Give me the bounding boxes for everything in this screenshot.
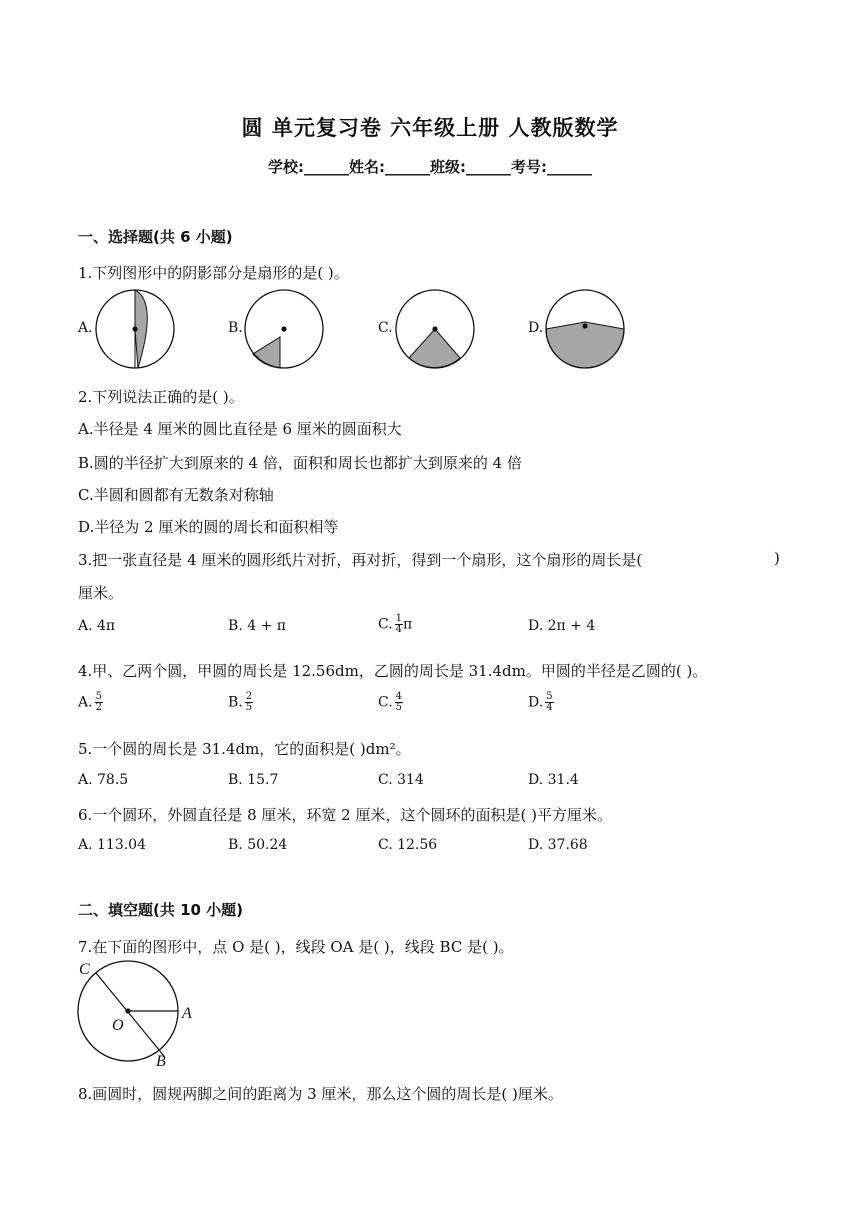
q2-option-d: D.半径为 2 厘米的圆的周长和面积相等 (78, 518, 339, 536)
q1-figure-d (544, 288, 626, 370)
q5-option-a: A. 78.5 (78, 772, 129, 788)
question-3-text-line2: 厘米。 (78, 584, 124, 602)
q4-option-a: A. $\frac{5}{2}$ (78, 691, 102, 713)
q4-option-d: D. $\frac{5}{4}$ (528, 691, 553, 713)
q4-option-b: B. $\frac{2}{5}$ (228, 691, 253, 713)
q6-option-d: D. 37.68 (528, 837, 588, 853)
q1-figure-a (94, 288, 176, 370)
q3-option-d: D. 2π + 4 (528, 618, 596, 634)
q7-label-c: C (79, 961, 90, 978)
q1-option-b-label: B. (228, 320, 243, 336)
q4-option-c: C. $\frac{4}{5}$ (378, 691, 403, 713)
q7-label-a: A (182, 1005, 192, 1022)
q3-option-b: B. 4 + π (228, 618, 286, 634)
q1-figure-c (394, 288, 476, 370)
question-2-text: 2.下列说法正确的是( )。 (78, 388, 244, 406)
page-title: 圆 单元复习卷 六年级上册 人教版数学 (241, 116, 619, 140)
q6-option-b: B. 50.24 (228, 837, 288, 853)
q7-label-o: O (112, 1017, 124, 1034)
q3-option-c: C. $\frac{1}{4}$ π (378, 613, 413, 635)
q1-option-a-label: A. (78, 320, 93, 336)
q7-circle-figure (76, 958, 206, 1068)
q2-option-b: B.圆的半径扩大到原来的 4 倍，面积和周长也都扩大到原来的 4 倍 (78, 454, 522, 472)
q7-label-b: B (156, 1053, 166, 1070)
student-info-line: 学校:______姓名:______班级:______考号:______ (268, 158, 592, 176)
section-2-heading: 二、填空题(共 10 小题) (78, 901, 244, 919)
q1-figure-b (243, 288, 325, 370)
q5-option-b: B. 15.7 (228, 772, 279, 788)
q2-option-c: C.半圆和圆都有无数条对称轴 (78, 486, 274, 504)
question-1-text: 1.下列图形中的阴影部分是扇形的是( )。 (78, 264, 349, 282)
q5-option-c: C. 314 (378, 772, 424, 788)
q6-option-c: C. 12.56 (378, 837, 438, 853)
question-3-paren-close: ) (774, 549, 780, 567)
question-5-text: 5.一个圆的周长是 31.4dm，它的面积是( )dm²。 (78, 740, 411, 758)
q1-option-d-label: D. (528, 320, 544, 336)
question-3-text: 3.把一张直径是 4 厘米的圆形纸片对折，再对折，得到一个扇形，这个扇形的周长是( (78, 551, 643, 569)
question-6-text: 6.一个圆环，外圆直径是 8 厘米，环宽 2 厘米，这个圆环的面积是( )平方厘米。 (78, 806, 612, 824)
section-1-heading: 一、选择题(共 6 小题) (78, 228, 233, 246)
q2-option-a: A.半径是 4 厘米的圆比直径是 6 厘米的圆面积大 (78, 420, 402, 438)
question-7-text: 7.在下面的图形中，点 O 是( )，线段 OA 是( )，线段 BC 是( )。 (78, 938, 514, 956)
q1-option-c-label: C. (378, 320, 393, 336)
q3-option-a: A. 4π (78, 618, 116, 634)
question-4-text: 4.甲、乙两个圆，甲圆的周长是 12.56dm，乙圆的周长是 31.4dm。甲圆的半径是乙圆的( )。 (78, 662, 708, 680)
q5-option-d: D. 31.4 (528, 772, 579, 788)
question-8-text: 8.画圆时，圆规两脚之间的距离为 3 厘米，那么这个圆的周长是( )厘米。 (78, 1085, 563, 1103)
q6-option-a: A. 113.04 (78, 837, 146, 853)
